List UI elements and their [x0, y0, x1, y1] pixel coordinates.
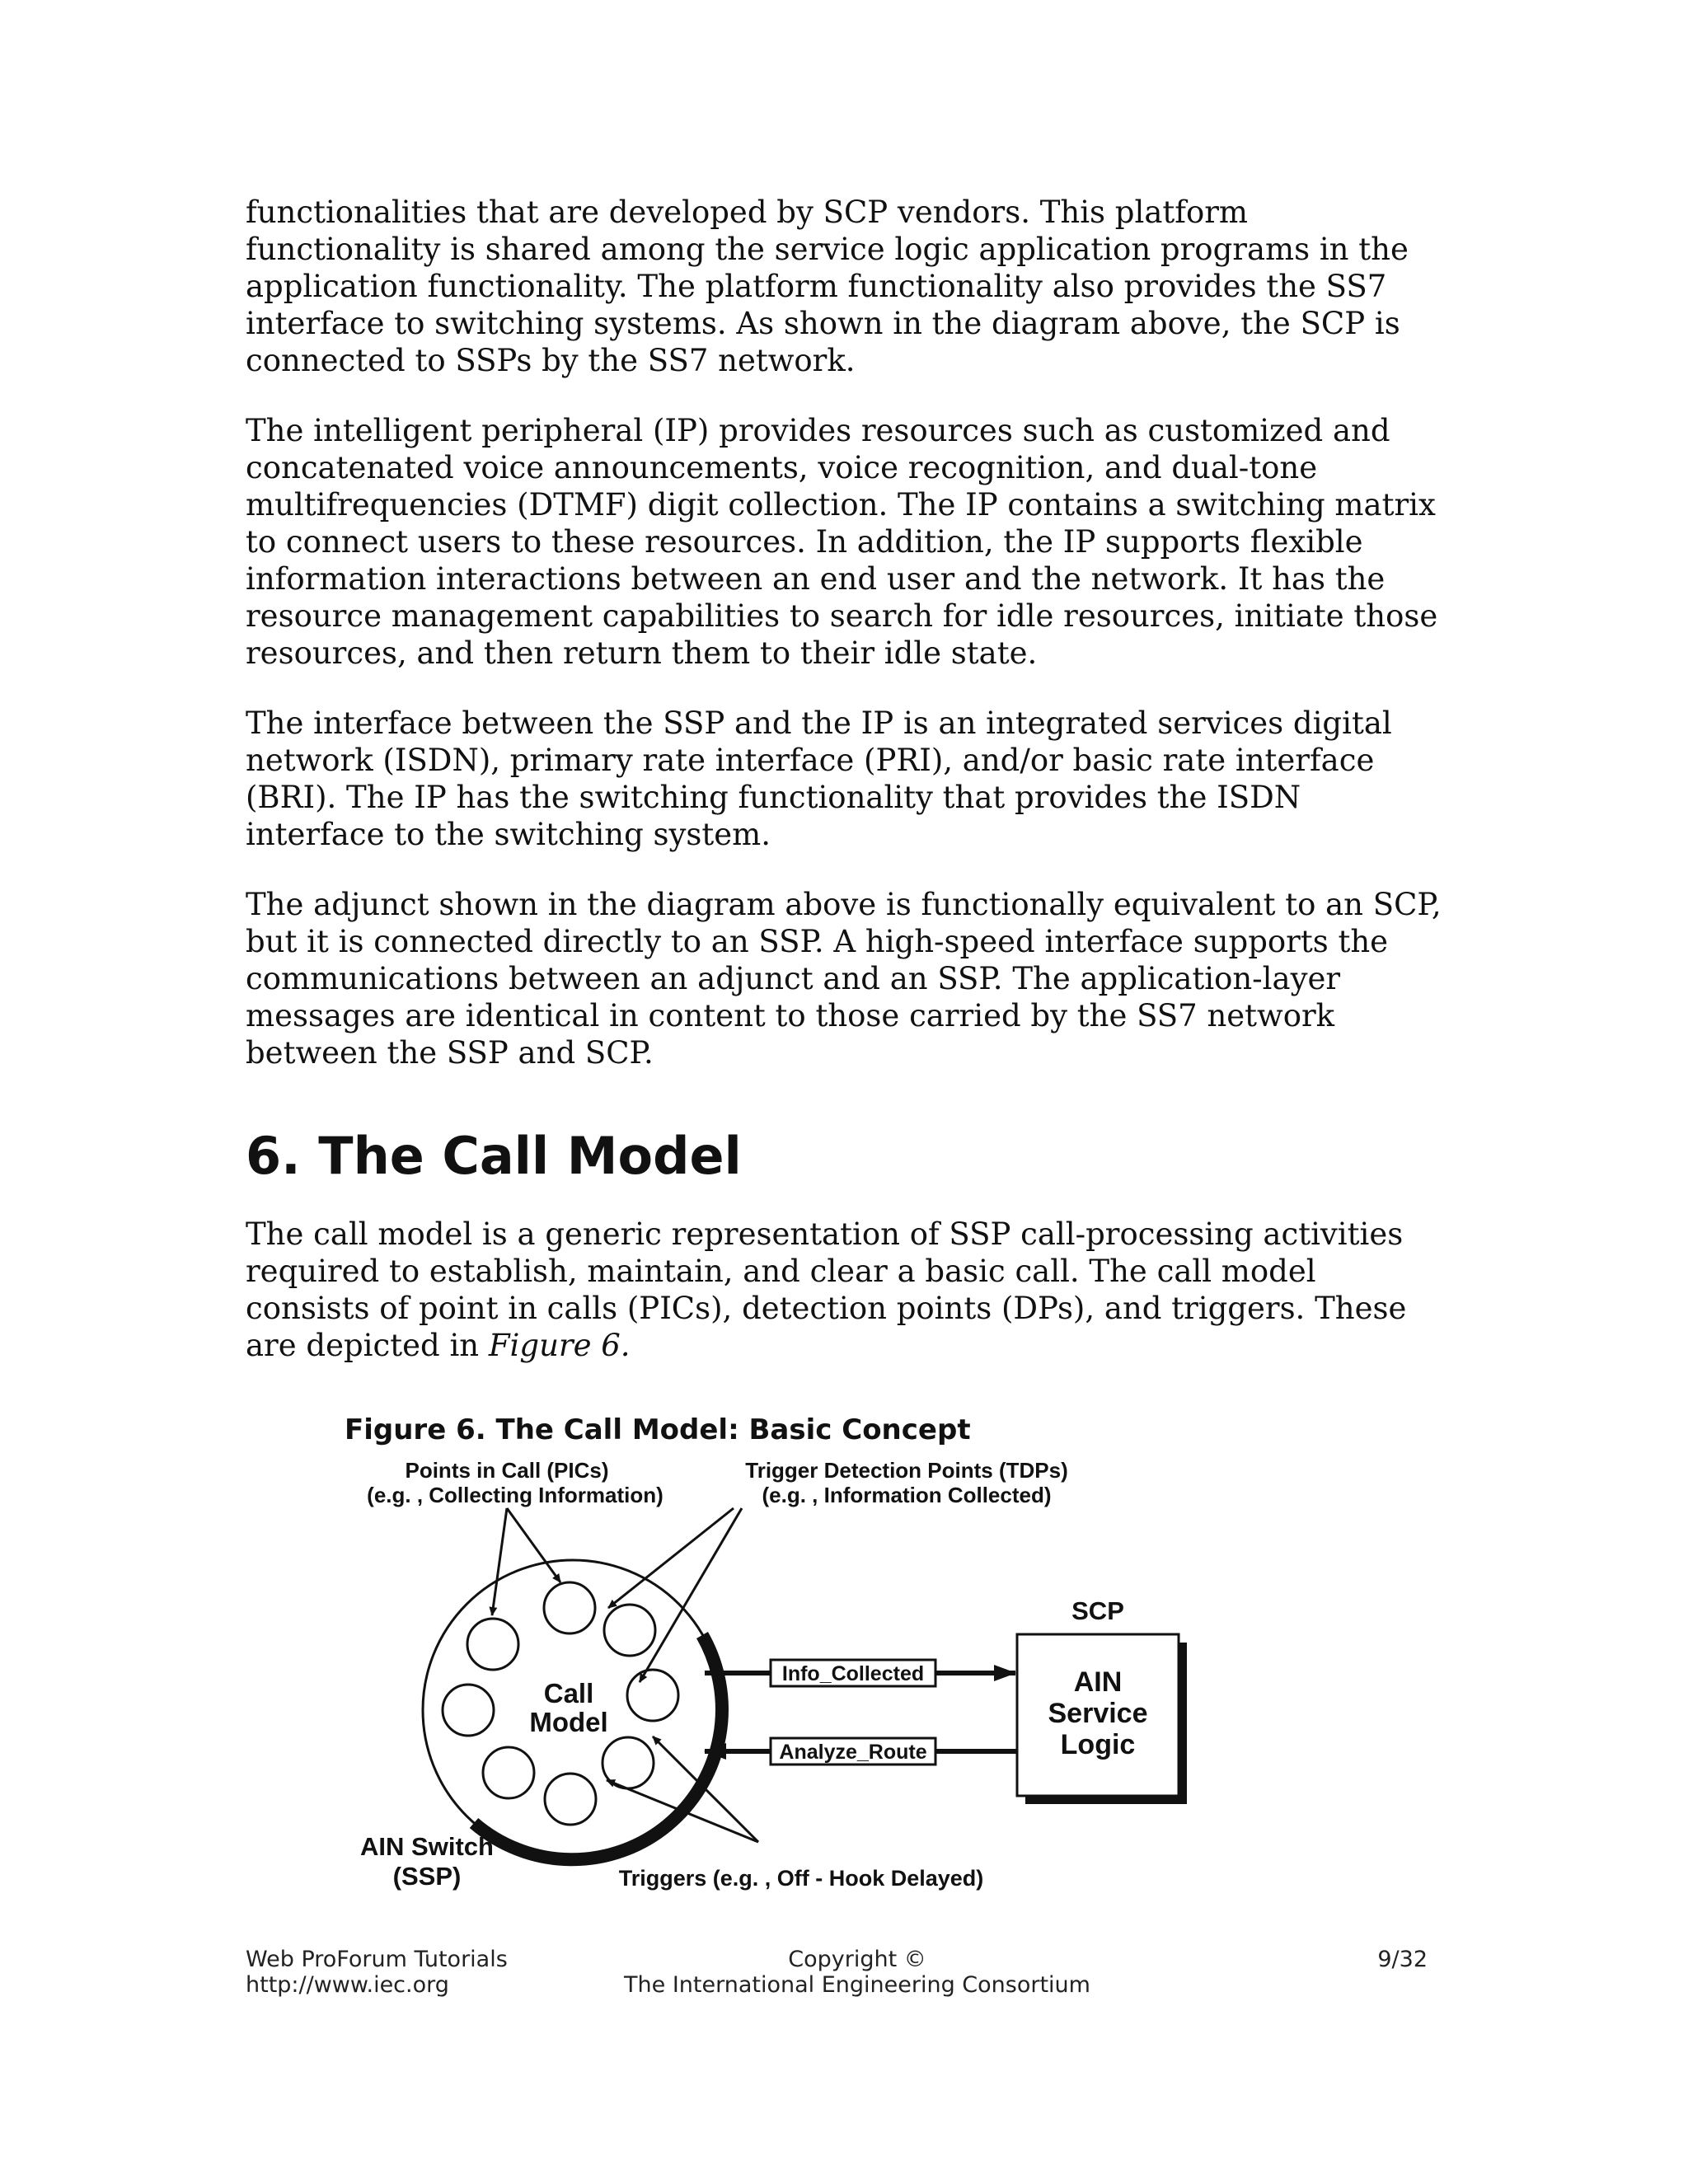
call-model-label-line1: Call	[543, 1678, 594, 1708]
footer-center	[610, 1947, 1104, 1998]
footer-page-number: 9/32	[1377, 1947, 1428, 1972]
footer-url: http://www.iec.org	[246, 1972, 449, 1998]
pic-circle	[483, 1747, 534, 1798]
pic-circle	[545, 1774, 596, 1825]
section-heading: 6. The Call Model	[246, 1126, 742, 1186]
pic-circle	[467, 1619, 518, 1670]
pic-circle	[443, 1685, 494, 1736]
analyze-route-label: Analyze_Route	[779, 1741, 927, 1764]
pic-circle	[604, 1605, 655, 1656]
tdps-arrow	[608, 1508, 734, 1608]
footer-copyright: Copyright ©	[788, 1947, 926, 1972]
pics-label-line2: (e.g. , Collecting Information)	[367, 1483, 663, 1507]
paragraph-call-model-intro	[246, 1216, 1449, 1364]
paragraph-adjunct: The adjunct shown in the diagram above is functionally equivalent to an SCP, but it is connected directly to an SSP. A high-speed interface supports the communications between an adjunct and an SSP. The application-layer messages are identical in content to those carried by the SS7 network between the SSP and SCP.	[246, 887, 1442, 1071]
figure-title: Figure 6. The Call Model: Basic Concept	[345, 1413, 971, 1446]
tdps-label-line1: Trigger Detection Points (TDPs)	[745, 1458, 1068, 1483]
paragraph-intelligent-peripheral: The intelligent peripheral (IP) provides resources such as customized and concatenated voice announcements, voice recognition, and dual-tone multifrequencies (DTMF) digit collection. The IP contains a switching matrix to connect users to these resources. In addition, the IP supports flexible information interactions between an end user and the network. It has the resource management capabilities to search for idle resources, initiate those resources, and then return them to their idle state.	[246, 413, 1438, 671]
figure-reference: Figure 6.	[488, 1328, 631, 1363]
call-model-label-line2: Model	[529, 1707, 608, 1737]
ain-service-logic-line1: AIN	[1073, 1666, 1123, 1698]
call-model-diagram	[330, 1446, 1187, 1891]
footer-consortium: The International Engineering Consortium	[624, 1972, 1090, 1998]
pics-label-line1: Points in Call (PICs)	[405, 1458, 609, 1483]
footer-publisher: Web ProForum Tutorials	[246, 1947, 508, 1972]
ain-switch-label-line2: (SSP)	[392, 1862, 462, 1891]
scp-label: SCP	[1071, 1596, 1124, 1625]
pic-circle	[627, 1670, 678, 1721]
triggers-label: Triggers (e.g. , Off - Hook Delayed)	[618, 1866, 984, 1891]
paragraph-ssp-ip-interface: The interface between the SSP and the IP is an integrated services digital network (ISDN), primary rate interface (PRI), and/or basic rate interface (BRI). The IP has the switching functionality that provides the ISDN interface to the switching system.	[246, 705, 1392, 852]
tdps-label-line2: (e.g. , Information Collected)	[762, 1483, 1052, 1507]
footer-right	[1319, 1947, 1428, 1972]
intro-text: The call model is a generic representation of SSP call-processing activities required to establish, maintain, and clear a basic call. The call model consists of point in calls (PICs), detection points (DPs), and triggers. These are depicted in	[246, 1216, 1407, 1363]
paragraph-platform-functionality: functionalities that are developed by SCP vendors. This platform functionality is shared among the service logic application programs in the application functionality. The platform functionality also provides the SS7 interface to switching systems. As shown in the diagram above, the SCP is connected to SSPs by the SS7 network.	[246, 194, 1409, 378]
ain-service-logic-line3: Logic	[1060, 1729, 1136, 1760]
footer-left	[246, 1947, 508, 1998]
ain-switch-label-line1: AIN Switch	[360, 1832, 494, 1861]
pic-circle	[544, 1582, 595, 1633]
info-collected-label: Info_Collected	[781, 1662, 925, 1685]
ain-service-logic-line2: Service	[1048, 1698, 1148, 1729]
